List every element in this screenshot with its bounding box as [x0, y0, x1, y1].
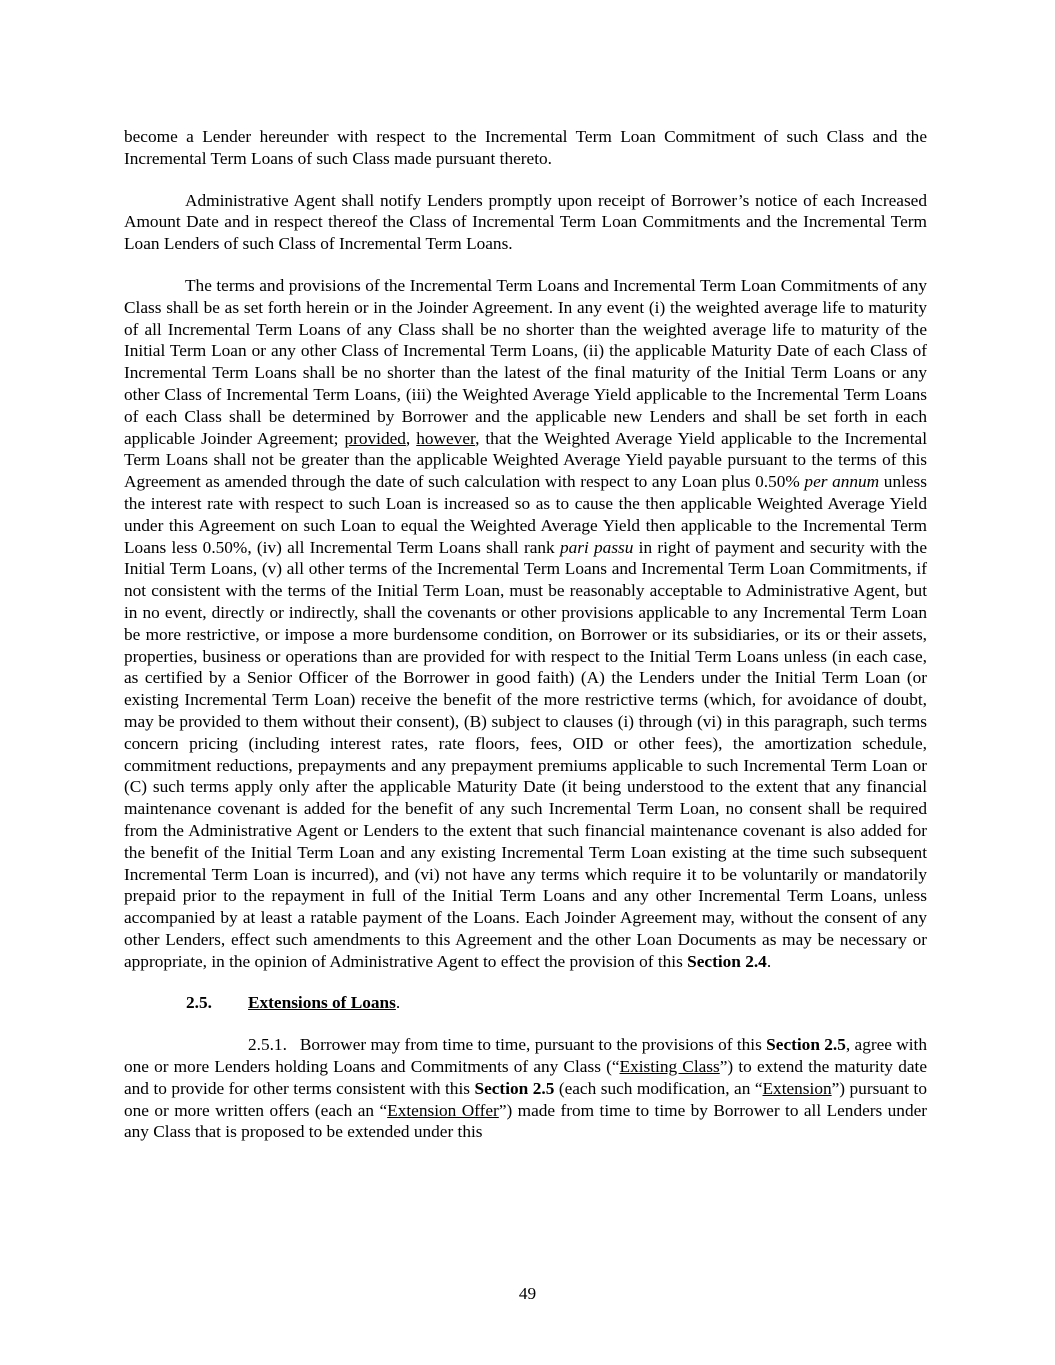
defined-term-extension: Extension: [762, 1078, 832, 1098]
defined-term-existing-class: Existing Class: [619, 1057, 720, 1077]
text-run: , that the Weighted Average Yield applicable to the Incremental Term Loans shall not be greater than the applicable Weighted Average Yield payable pursuant to the terms of this Agreement as amended through the date of such calculation with respect to any Loan plus 0.50%: [124, 428, 928, 492]
paragraph-incremental-terms: [124, 275, 927, 973]
section-reference: Section 2.5: [474, 1078, 555, 1098]
section-title-end: .: [395, 993, 401, 1013]
text-run: 2.5.1. Borrower may from time to time, pursuant to the provisions of this: [248, 1035, 767, 1055]
paragraph-continuation: become a Lender hereunder with respect to the Incremental Term Loan Commitment of such Class and the Incremental Term Loans of such Class made pursuant thereto.: [124, 127, 927, 168]
text-run: The terms and provisions of the Incremental Term Loans and Incremental Term Loan Commitments of any Class shall be as set forth herein or in the Joinder Agreement. In any event (i) the weighted average life to maturity of all Incremental Term Loans of any Class shall be no shorter than the weighted average life to maturity of the Initial Term Loan or any other Class of Incremental Term Loans, (ii) the applicable Maturity Date of each Class of Incremental Term Loans shall be no shorter than the latest of the final maturity of the Initial Term Loans or any other Class of Incremental Term Loans, (iii) the Weighted Average Yield applicable to the Incremental Term Loans of each Class shall be determined by Borrower and the applicable new Lenders and shall be set forth in each applicable Joinder Agreement;: [124, 275, 927, 448]
however-term: however: [416, 428, 476, 448]
text-run: ,: [405, 428, 417, 448]
provided-term: provided: [344, 428, 406, 448]
text-run: .: [766, 951, 772, 971]
per-annum-term: per annum: [804, 472, 880, 492]
text-run: ”) made from time to time by Borrower to all Lenders under any Class that is proposed to be extended under this: [124, 1100, 932, 1142]
text-run: in right of payment and security with the Initial Term Loans, (v) all other terms of the Incremental Term Loans and Incremental Term Loan Commitments, if not consistent with the terms of the Initial Term Loan, must be reasonably acceptable to Administrative Agent, but in no event, directly or indirectly, shall the covenants or other provisions applicable to any Incremental Term Loan be more restrictive, or impose a more burdensome condition, on Borrower or its subsidiaries, or its or their assets, properties, business or operations than are provided for with respect to the Initial Term Loans unless (in each case, as certified by a Senior Officer of the Borrower in good faith) (A) the Lenders under the Initial Term Loan (or existing Incremental Term Loan) receive the benefit of the more restrictive terms (which, for avoidance of doubt, may be provided to them without their consent), (B) subject to clauses (i) through (vi) in this paragraph, such terms concern pricing (including interest rates, rate floors, fees, OID or other fees), the amortization schedule, commitment reductions, prepayments and any prepayment premiums applicable to such Incremental Term Loan or (C) such terms apply only after the applicable Maturity Date (it being understood to the extent that any financial maintenance covenant is added for the benefit of any such Incremental Term Loan, no consent shall be required from the Administrative Agent or Lenders to the extent that such financial maintenance covenant is also added for the benefit of the Initial Term Loan and any existing Incremental Term Loan existing at the time such subsequent Incremental Term Loan is incurred), and (vi) not have any terms which require it to be voluntarily or mandatorily prepaid prior to the repayment in full of the Initial Term Loans and any other Incremental Term Loans, unless accompanied by at least a ratable payment of the Loans. Each Joinder Agreement may, without the consent of any other Lenders, effect such amendments to this Agreement and the other Loan Documents as may be necessary or appropriate, in the opinion of Administrative Agent to effect the provision of this: [124, 537, 927, 971]
section-heading: [124, 992, 927, 1014]
document-body: [124, 126, 932, 1143]
text-run: ”) pursuant to one or more written offers (each an “: [124, 1078, 932, 1120]
section-reference: Section 2.5: [766, 1035, 846, 1055]
text-run: ”) to extend the maturity date and to provide for other terms consistent with this: [124, 1057, 932, 1098]
section-reference: Section 2.4: [687, 951, 767, 971]
section-title: Extensions of Loans: [248, 993, 396, 1013]
text-run: unless the interest rate with respect to such Loan is increased so as to cause the then applicable Weighted Average Yield under this Agreement on such Loan to equal the Weighted Average Yield then applicable to the Incremental Term Loans less 0.50%, (iv) all Incremental Term Loans shall rank: [124, 472, 928, 557]
defined-term-extension-offer: Extension Offer: [387, 1100, 499, 1120]
pari-passu-term: pari passu: [559, 537, 634, 557]
text-run: (each such modification, an “: [554, 1078, 763, 1098]
text-run: , agree with one or more Lenders holding Loans and Commitments of any Class (“: [124, 1035, 932, 1077]
section-number: 2.5.: [186, 993, 212, 1013]
paragraph-2-5-1: [124, 1034, 932, 1143]
page-number: 49: [518, 1284, 537, 1303]
paragraph-notify-lenders: Administrative Agent shall notify Lenders promptly upon receipt of Borrower’s notice of each Increased Amount Date and in respect thereof the Class of Incremental Term Loan Commitments and the Incremental Term Loan Lenders of such Class of Incremental Term Loans.: [124, 190, 927, 254]
